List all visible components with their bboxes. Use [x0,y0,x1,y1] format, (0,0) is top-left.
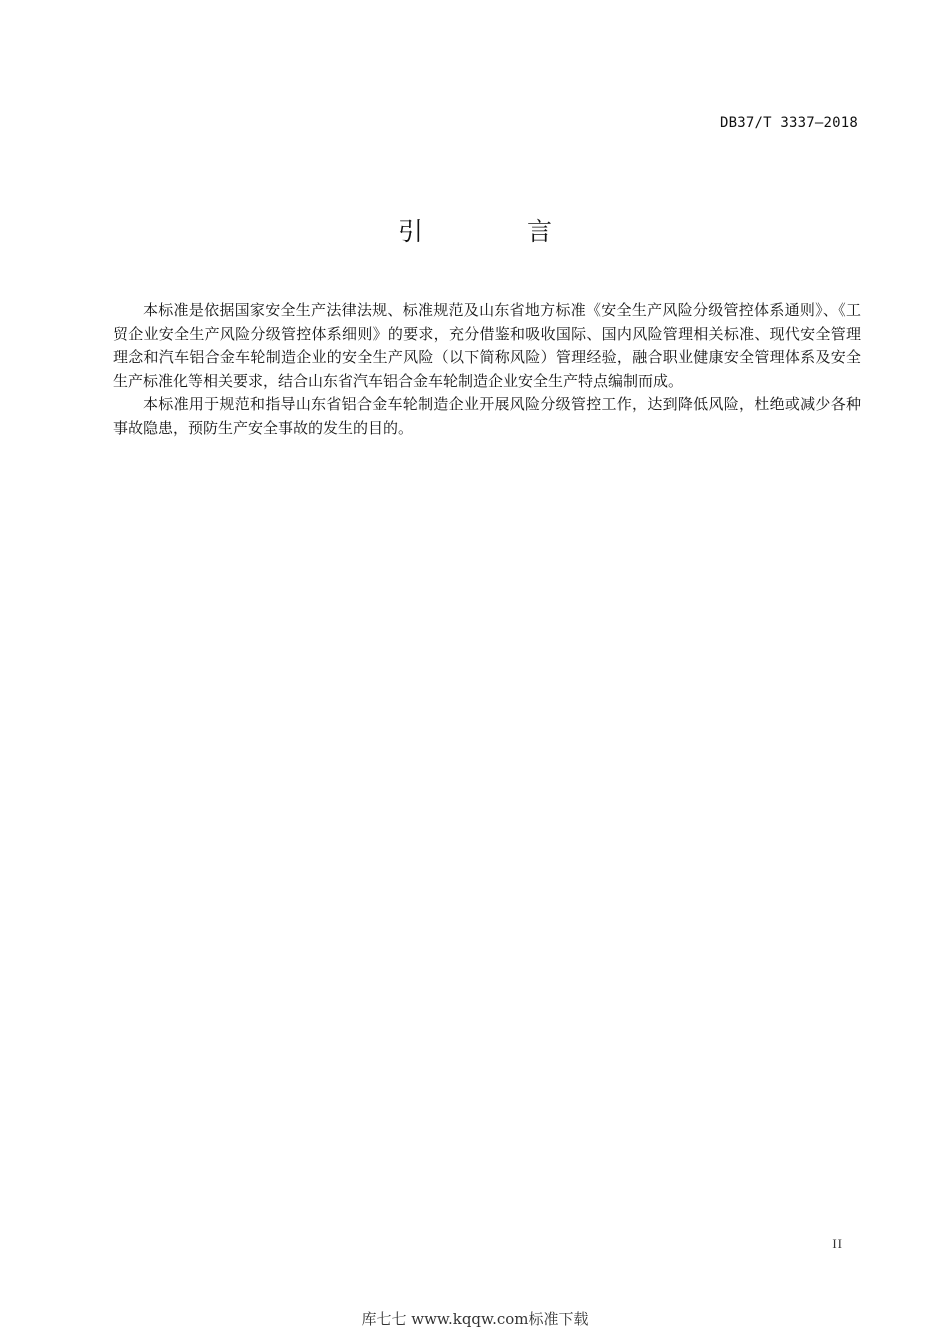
paragraph-2: 本标准用于规范和指导山东省铝合金车轮制造企业开展风险分级管控工作，达到降低风险，杜绝或减少各种事故隐患，预防生产安全事故的发生的目的。 [113,395,861,437]
body-text [113,299,861,440]
document-code: DB37/T 3337—2018 [719,115,858,131]
paragraph-1: 本标准是依据国家安全生产法律法规、标准规范及山东省地方标准《安全生产风险分级管控体系通则》、《工贸企业安全生产风险分级管控体系细则》的要求，充分借鉴和吸收国际、国内风险管理相关标准、现代安全管理理念和汽车铝合金车轮制造企业的安全生产风险（以下简称风险）管理经验，融合职业健康安全管理体系及安全生产标准化等相关要求，结合山东省汽车铝合金车轮制造企业安全生产特点编制而成。 [113,301,861,390]
page-number: II [832,1236,843,1251]
footer-watermark: 库七七 www.kqqw.com标准下载 [361,1310,589,1328]
section-title: 引 言 [398,217,600,246]
